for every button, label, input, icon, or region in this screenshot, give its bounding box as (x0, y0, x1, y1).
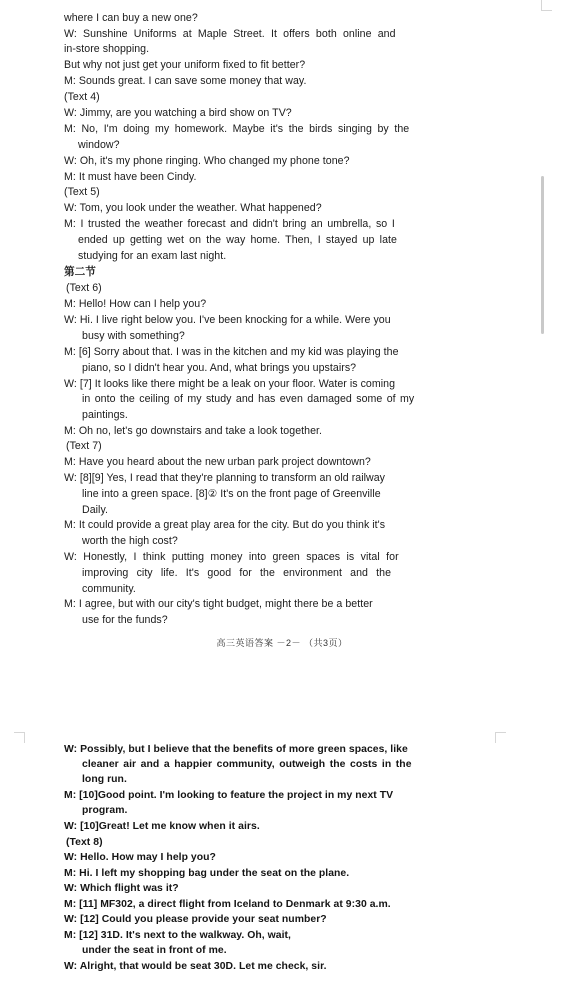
text-line: W: Which flight was it? (64, 883, 179, 894)
text-line: W: [10]Great! Let me know when it airs. (64, 821, 260, 832)
text-line: use for the funds? (82, 614, 168, 626)
text-line: in-store shopping. (64, 43, 150, 55)
text-line: in onto the ceiling of my study and has even damaged some of my (82, 393, 415, 405)
text-line: W: Possibly, but I believe that the benefits of more green spaces, like (64, 744, 408, 755)
text-line: But why not just get your uniform fixed to fit better? (64, 59, 306, 71)
text-line: W: [8][9] Yes, I read that they're planning to transform an old railway (64, 472, 386, 484)
text-line: line into a green space. [8]② It's on the front page of Greenville (82, 488, 381, 500)
text-line: piano, so I didn't hear you. And, what brings you upstairs? (82, 362, 357, 374)
text-line: window? (78, 139, 120, 151)
text-line: Daily. (82, 504, 109, 516)
text-line: M: Oh no, let's go downstairs and take a look together. (64, 425, 322, 437)
text-line: W: Alright, that would be seat 30D. Let me check, sir. (64, 961, 327, 972)
text-line: where I can buy a new one? (64, 12, 198, 24)
text-line: M: Hi. I left my shopping bag under the seat on the plane. (64, 868, 350, 879)
text-line: W: Sunshine Uniforms at Maple Street. It offers both online and (64, 28, 396, 40)
page-footer: 高三英语答案 －2－ （共3页） (216, 638, 348, 648)
text-line: W: [12] Could you please provide your seat number? (64, 914, 327, 925)
section-heading: (Text 8) (66, 837, 103, 848)
text-line: long run. (82, 774, 127, 785)
vertical-scrollbar[interactable] (541, 176, 544, 334)
text-line: M: It could provide a great play area for the city. But do you think it's (64, 519, 386, 531)
section-heading: (Text 4) (64, 91, 100, 103)
section-heading: (Text 6) (66, 282, 102, 294)
text-line: M: Have you heard about the new urban park project downtown? (64, 456, 371, 468)
text-line: W: Jimmy, are you watching a bird show on TV? (64, 107, 292, 119)
text-line: M: No, I'm doing my homework. Maybe it's the birds singing by the (64, 123, 410, 135)
text-line: community. (82, 583, 136, 595)
text-line: paintings. (82, 409, 128, 421)
text-line: M: [10]Good point. I'm looking to feature the project in my next TV (64, 790, 394, 801)
section-heading: (Text 7) (66, 440, 102, 452)
text-line: W: [7] It looks like there might be a leak on your floor. Water is coming (64, 378, 396, 390)
text-line: M: I trusted the weather forecast and didn't bring an umbrella, so I (64, 218, 395, 230)
text-line: M: Sounds great. I can save some money that way. (64, 75, 307, 87)
text-line: W: Hello. How may I help you? (64, 852, 216, 863)
text-line: improving city life. It's good for the environment and the (82, 567, 392, 579)
part-heading: 第二节 (64, 266, 96, 278)
section-heading: (Text 5) (64, 186, 100, 198)
text-line: M: [11] MF302, a direct flight from Iceland to Denmark at 9:30 a.m. (64, 899, 391, 910)
text-line: W: Oh, it's my phone ringing. Who changed my phone tone? (64, 155, 350, 167)
text-line: M: It must have been Cindy. (64, 171, 197, 183)
text-line: W: Tom, you look under the weather. What happened? (64, 202, 322, 214)
document-page-2 (0, 732, 564, 989)
text-line: M: [12] 31D. It's next to the walkway. Oh, wait, (64, 930, 291, 941)
text-line: busy with something? (82, 330, 185, 342)
text-line: W: Hi. I live right below you. I've been knocking for a while. Were you (64, 314, 391, 326)
text-line: M: Hello! How can I help you? (64, 298, 207, 310)
text-line: M: I agree, but with our city's tight budget, might there be a better (64, 598, 373, 610)
text-line: studying for an exam last night. (78, 250, 227, 262)
text-line: cleaner air and a happier community, outweigh the costs in the (82, 759, 412, 770)
text-line: worth the high cost? (82, 535, 178, 547)
text-line: W: Honestly, I think putting money into green spaces is vital for (64, 551, 399, 563)
text-line: program. (82, 805, 128, 816)
text-line: under the seat in front of me. (82, 945, 227, 956)
text-line: M: [6] Sorry about that. I was in the kitchen and my kid was playing the (64, 346, 399, 358)
text-line: ended up getting wet on the way home. Then, I stayed up late (78, 234, 397, 246)
